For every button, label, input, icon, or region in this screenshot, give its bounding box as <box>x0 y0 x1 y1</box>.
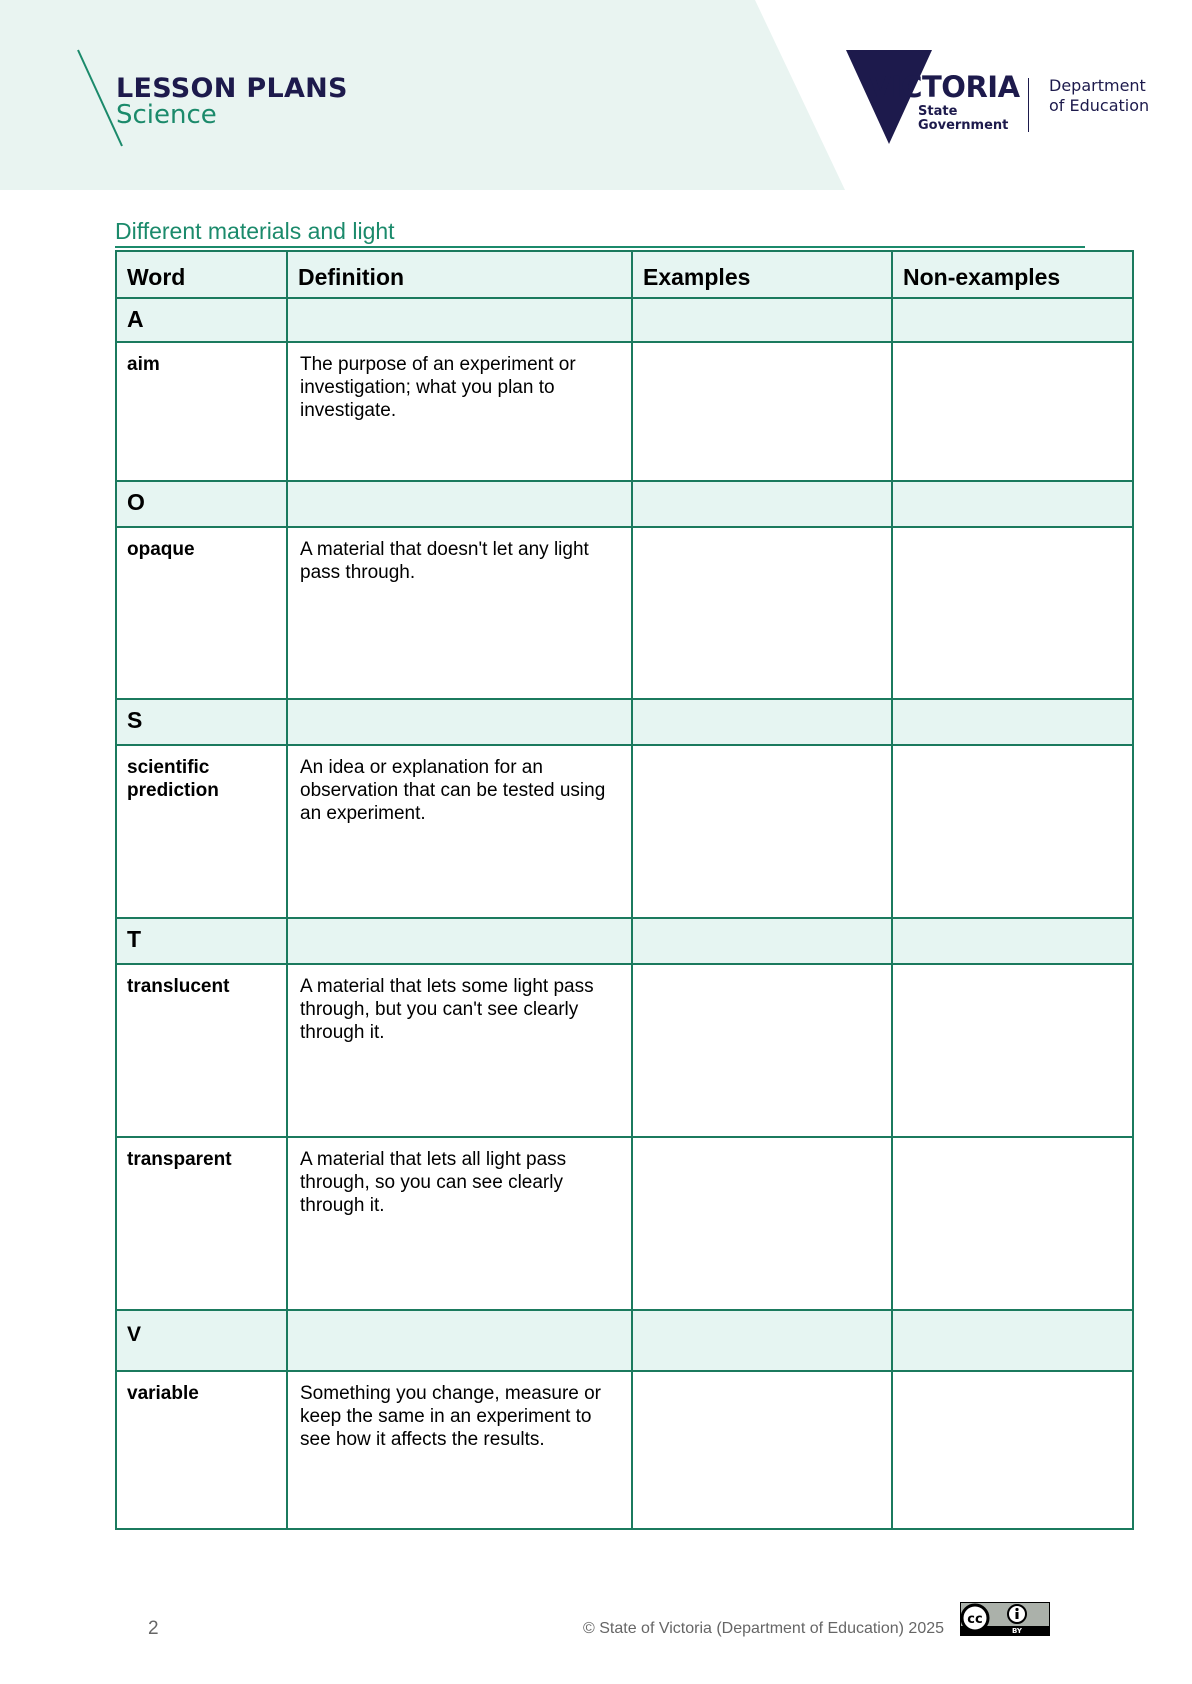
letter-heading: T <box>116 918 287 964</box>
entry-examples-cell[interactable] <box>632 1137 892 1310</box>
glossary-table <box>115 250 1134 1530</box>
entry-definition: A material that doesn't let any light pass through. <box>287 527 632 699</box>
entry-definition: A material that lets all light pass through, so you can see clearly through it. <box>287 1137 632 1310</box>
letter-heading: A <box>116 298 287 342</box>
header-word: Word <box>116 251 287 298</box>
entry-non-examples-cell[interactable] <box>892 745 1133 918</box>
letter-row-a <box>116 298 1133 342</box>
entry-examples-cell[interactable] <box>632 1371 892 1529</box>
entry-word: scientific prediction <box>116 745 287 918</box>
table-row <box>116 1137 1133 1310</box>
entry-definition: Something you change, measure or keep the same in an experiment to see how it affects the results. <box>287 1371 632 1529</box>
header-non-examples: Non-examples <box>892 251 1133 298</box>
letter-row-v <box>116 1310 1133 1371</box>
entry-examples-cell[interactable] <box>632 745 892 918</box>
cc-by-icon <box>960 1602 1050 1636</box>
entry-non-examples-cell[interactable] <box>892 342 1133 481</box>
letter-row-t <box>116 918 1133 964</box>
brand-title: LESSON PLANS <box>116 73 348 104</box>
letter-row-s <box>116 699 1133 745</box>
logo-word-text: VICTORIA <box>869 70 1020 104</box>
header-definition: Definition <box>287 251 632 298</box>
logo-word <box>869 70 1020 104</box>
lesson-plans-brand <box>74 48 374 148</box>
table-row <box>116 964 1133 1137</box>
logo-dept-line2: of Education <box>1049 96 1150 115</box>
entry-definition: An idea or explanation for an observation that can be tested using an experiment. <box>287 745 632 918</box>
svg-text:BY: BY <box>1011 1627 1023 1635</box>
logo-department <box>1049 76 1149 116</box>
copyright-notice: © State of Victoria (Department of Education) 2025 <box>583 1620 945 1637</box>
table-row <box>116 1371 1133 1529</box>
entry-word: translucent <box>116 964 287 1137</box>
table-header-row <box>116 251 1133 298</box>
victoria-government-logo <box>844 48 1164 148</box>
entry-definition: The purpose of an experiment or investigation; what you plan to investigate. <box>287 342 632 481</box>
entry-non-examples-cell[interactable] <box>892 527 1133 699</box>
table-row <box>116 342 1133 481</box>
letter-heading: O <box>116 481 287 527</box>
entry-word: transparent <box>116 1137 287 1310</box>
entry-examples-cell[interactable] <box>632 527 892 699</box>
table-row <box>116 527 1133 699</box>
logo-divider <box>1028 78 1029 132</box>
entry-non-examples-cell[interactable] <box>892 1371 1133 1529</box>
section-title-rule <box>115 246 1085 248</box>
page-number: 2 <box>148 1618 159 1639</box>
logo-state-government <box>918 105 1008 133</box>
entry-word: opaque <box>116 527 287 699</box>
letter-row-o <box>116 481 1133 527</box>
entry-examples-cell[interactable] <box>632 342 892 481</box>
brand-subtitle: Science <box>116 100 217 130</box>
letter-heading: V <box>116 1310 287 1371</box>
table-row <box>116 745 1133 918</box>
entry-word: variable <box>116 1371 287 1529</box>
svg-text:cc: cc <box>967 1612 983 1627</box>
logo-dept-line1: Department <box>1049 76 1146 95</box>
letter-heading: S <box>116 699 287 745</box>
logo-state-line2: Government <box>918 118 1009 133</box>
logo-state-line1: State <box>918 104 958 119</box>
entry-non-examples-cell[interactable] <box>892 964 1133 1137</box>
entry-definition: A material that lets some light pass through, but you can't see clearly through it. <box>287 964 632 1137</box>
entry-examples-cell[interactable] <box>632 964 892 1137</box>
entry-non-examples-cell[interactable] <box>892 1137 1133 1310</box>
section-title: Different materials and light <box>115 218 395 244</box>
entry-word: aim <box>116 342 287 481</box>
header-examples: Examples <box>632 251 892 298</box>
